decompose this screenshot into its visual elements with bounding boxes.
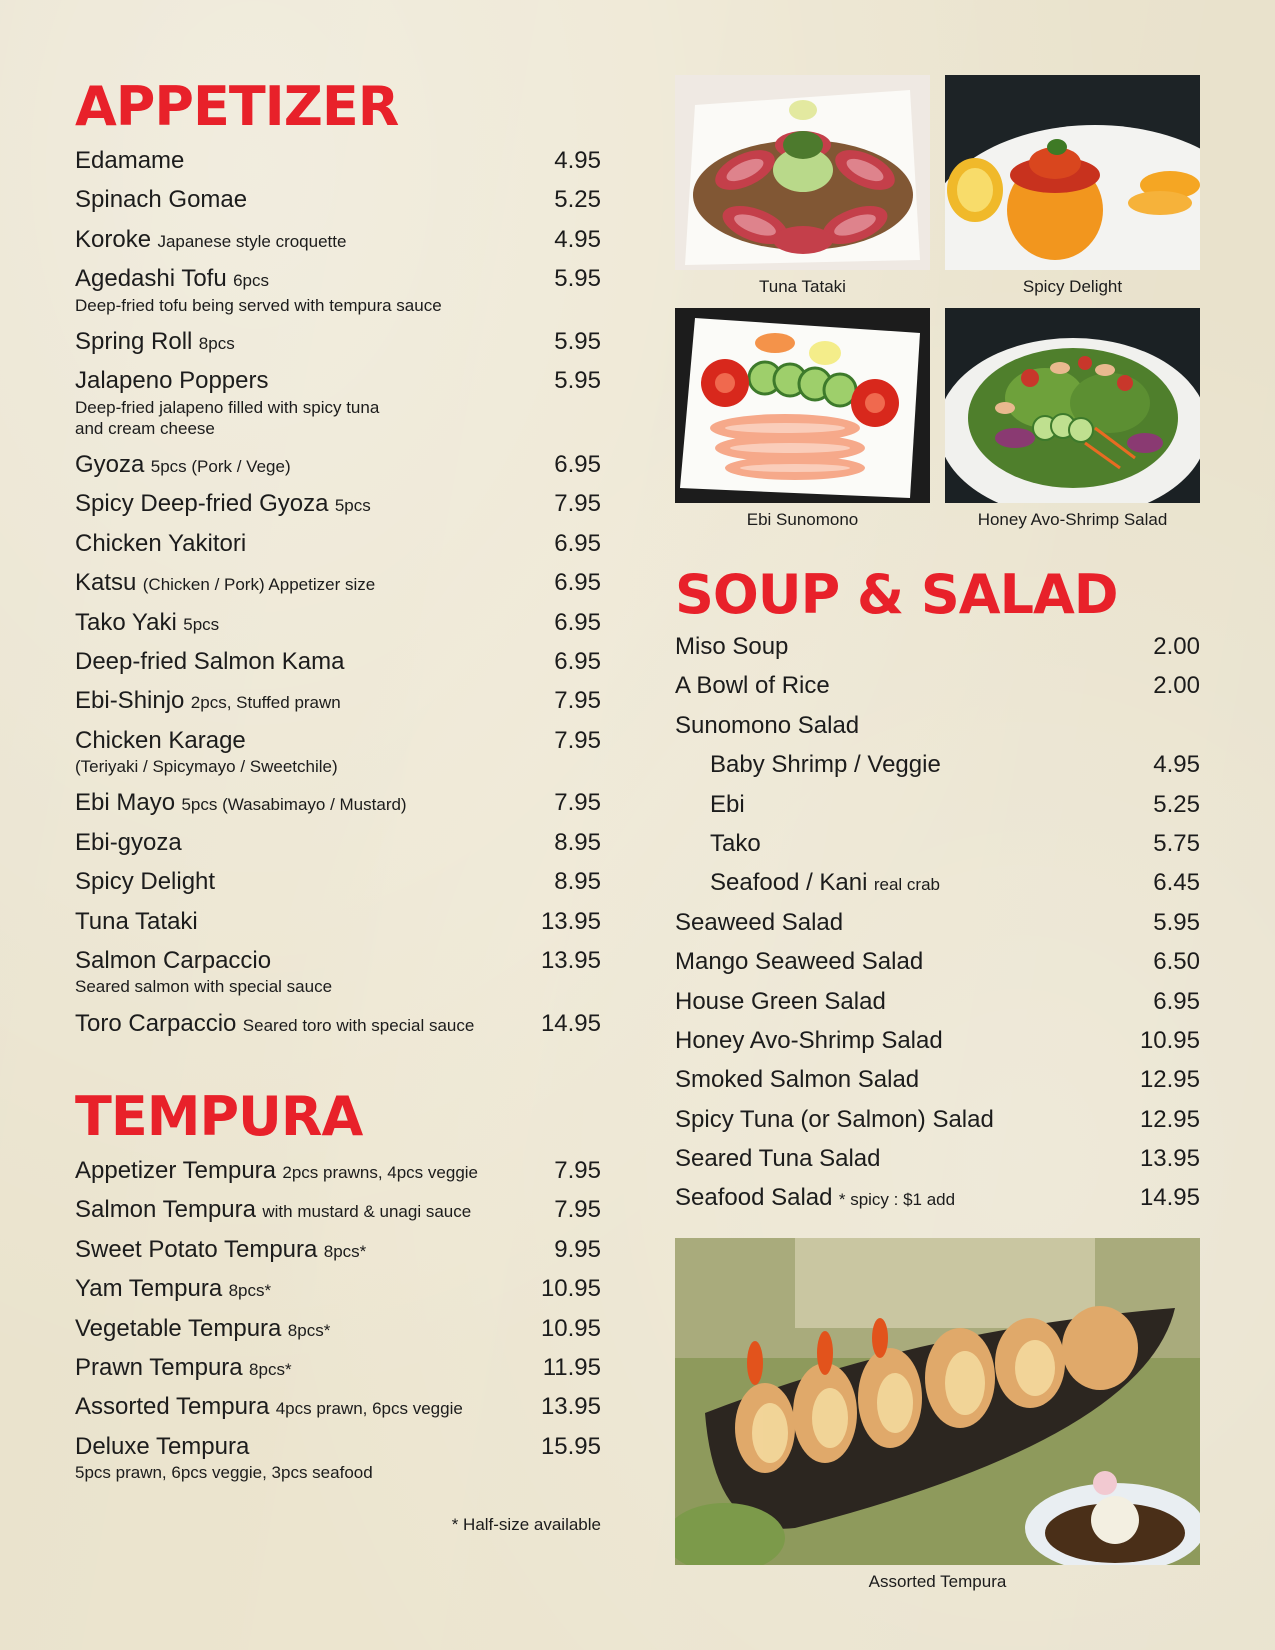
menu-item (75, 728, 601, 778)
menu-item-name: Agedashi Tofu (75, 265, 227, 293)
menu-item (75, 570, 601, 596)
menu-item-name: Vegetable Tempura (75, 1314, 282, 1342)
menu-item-name: Salmon Tempura (75, 1196, 256, 1224)
menu-item (675, 1146, 1200, 1172)
ebi-sunomono-image (675, 308, 930, 503)
assorted-tempura-image (675, 1238, 1200, 1565)
soup-salad-list (675, 634, 1200, 1225)
menu-item-note: 2pcs prawns, 4pcs veggie (282, 1163, 478, 1182)
menu-item-name: Katsu (75, 569, 137, 597)
menu-item-price: 9.95 (554, 1235, 601, 1263)
honey-avo-image (945, 308, 1200, 503)
menu-item-note: 6pcs (233, 271, 269, 291)
menu-item-main (75, 1276, 531, 1302)
tuna-tataki-photo (675, 75, 930, 270)
menu-item (675, 634, 1200, 660)
menu-item-price: 7.95 (554, 687, 601, 715)
menu-item-main (675, 1107, 1130, 1133)
menu-item (75, 1237, 601, 1263)
menu-item-main (75, 948, 531, 998)
menu-item-main (75, 329, 531, 355)
menu-item (75, 329, 601, 355)
menu-item-main (675, 1146, 1130, 1172)
menu-item-main (75, 452, 531, 478)
menu-item (675, 673, 1200, 699)
menu-item-name: Deep-fried Salmon Kama (75, 648, 345, 676)
menu-item-name: Jalapeno Poppers (75, 367, 269, 395)
menu-item (75, 688, 601, 714)
menu-item-description: Seared salmon with special sauce (75, 977, 333, 997)
menu-item-note: 5pcs (334, 496, 371, 516)
menu-item (75, 491, 601, 517)
menu-item-name: Spicy Delight (75, 868, 216, 896)
menu-item-price: 5.75 (1153, 829, 1200, 857)
menu-item-price: 13.95 (540, 1393, 601, 1421)
menu-item-name: Seafood / Kani (710, 869, 868, 897)
menu-item-main (675, 713, 1130, 739)
menu-item-name: Seafood Salad (675, 1184, 833, 1212)
honey-avo-caption: Honey Avo-Shrimp Salad (977, 510, 1168, 529)
menu-item-price: 13.95 (1139, 1145, 1200, 1173)
menu-item (75, 1011, 601, 1037)
menu-item-name: Appetizer Tempura (75, 1157, 276, 1184)
menu-item-name: Seaweed Salad (675, 908, 844, 936)
menu-item-note: Seared toro with special sauce (242, 1015, 475, 1035)
menu-item-note: real crab (873, 875, 940, 895)
menu-item (75, 909, 601, 935)
menu-item-main (710, 752, 1130, 778)
menu-item-note: 4pcs prawn, 6pcs veggie (275, 1399, 463, 1419)
menu-item-price: 14.95 (1139, 1184, 1200, 1212)
menu-item-price: 6.95 (554, 529, 601, 557)
menu-item-name: A Bowl of Rice (675, 672, 830, 700)
menu-item-name: Chicken Karage (75, 726, 246, 754)
menu-item-name: Sunomono Salad (675, 711, 860, 739)
menu-item-price: 12.95 (1139, 1066, 1200, 1094)
tuna-tataki-image (675, 75, 930, 270)
menu-item-note: 8pcs* (249, 1359, 292, 1379)
menu-item-price: 2.00 (1153, 633, 1200, 660)
menu-item-price: 4.95 (554, 225, 601, 253)
menu-item-main (75, 1237, 531, 1263)
menu-item (75, 1158, 601, 1184)
menu-item-price: 8.95 (554, 828, 601, 856)
menu-item-main (75, 909, 531, 935)
menu-item (675, 752, 1200, 778)
assorted-tempura-caption: Assorted Tempura (868, 1572, 1007, 1591)
menu-item-name: Assorted Tempura (75, 1393, 270, 1421)
menu-item-note: 8pcs* (287, 1320, 331, 1340)
menu-item-price: 13.95 (540, 947, 601, 975)
menu-item (75, 148, 601, 174)
menu-item-main (675, 910, 1130, 936)
menu-item-main (75, 869, 531, 895)
menu-item-price: 6.95 (1153, 987, 1200, 1015)
menu-item-main (75, 570, 531, 596)
tempura-title: TEMPURA (75, 1085, 363, 1148)
menu-item-name: Gyoza (75, 451, 145, 479)
menu-item-main (675, 949, 1130, 975)
menu-item-note: with mustard & unagi sauce (262, 1202, 472, 1222)
menu-item-main (75, 491, 531, 517)
menu-item (75, 368, 601, 439)
menu-item-note: * spicy : $1 add (838, 1190, 956, 1210)
menu-item-main (75, 1434, 531, 1484)
menu-item-note: 2pcs, Stuffed prawn (190, 693, 341, 713)
tempura-list (75, 1158, 601, 1496)
menu-item (75, 187, 601, 213)
menu-item-note: 5pcs (Wasabimayo / Mustard) (181, 795, 407, 815)
menu-item-price: 7.95 (554, 726, 601, 754)
menu-item (675, 831, 1200, 857)
menu-item-note: 8pcs* (228, 1281, 272, 1301)
menu-item-price: 5.95 (554, 265, 601, 293)
menu-item-main (75, 1197, 531, 1223)
menu-item-price: 7.95 (554, 490, 601, 518)
menu-item (75, 830, 601, 856)
menu-item (675, 792, 1200, 818)
menu-item-price: 6.95 (554, 451, 601, 479)
menu-item-price: 14.95 (540, 1009, 601, 1037)
menu-item (675, 1185, 1200, 1211)
menu-item-name: Salmon Carpaccio (75, 947, 272, 975)
menu-item-name: Mango Seaweed Salad (675, 948, 924, 976)
menu-item-name: Honey Avo-Shrimp Salad (675, 1026, 943, 1054)
menu-item (75, 452, 601, 478)
menu-item-description: 5pcs prawn, 6pcs veggie, 3pcs seafood (75, 1463, 373, 1483)
menu-item-main (75, 830, 531, 856)
menu-item-price: 5.25 (554, 186, 601, 214)
menu-item-main (75, 728, 531, 778)
menu-item (75, 227, 601, 253)
menu-item-name: Sweet Potato Tempura (75, 1235, 318, 1263)
menu-item-main (675, 634, 1130, 660)
menu-item (75, 1394, 601, 1420)
menu-item-main (710, 831, 1130, 857)
menu-item (75, 1434, 601, 1484)
menu-item-note: 8pcs (198, 333, 235, 353)
menu-item-price: 7.95 (554, 1157, 601, 1184)
menu-item-price: 6.95 (554, 608, 601, 636)
menu-item-main (675, 1185, 1130, 1211)
soup-salad-title: SOUP & SALAD (675, 563, 1118, 626)
menu-item-main (75, 790, 531, 816)
menu-item-name: Spinach Gomae (75, 186, 248, 214)
menu-item-price: 6.95 (554, 569, 601, 597)
spicy-delight-caption: Spicy Delight (1022, 277, 1123, 296)
menu-item-price: 10.95 (1139, 1026, 1200, 1054)
menu-item-name: Tako (710, 829, 761, 857)
menu-item (75, 1276, 601, 1302)
menu-item-main (75, 649, 531, 675)
menu-item (75, 1355, 601, 1381)
menu-item-price: 4.95 (1153, 751, 1200, 779)
menu-item-name: Chicken Yakitori (75, 529, 247, 557)
menu-item (75, 266, 601, 316)
menu-item-name: Prawn Tempura (75, 1353, 243, 1381)
menu-item-price: 15.95 (540, 1432, 601, 1460)
menu-item (75, 1197, 601, 1223)
menu-item-main (75, 368, 531, 439)
tuna-tataki-caption: Tuna Tataki (759, 277, 846, 296)
spicy-delight-photo (945, 75, 1200, 270)
ebi-sunomono-caption: Ebi Sunomono (746, 510, 859, 529)
menu-item-price: 4.95 (554, 147, 601, 174)
menu-item-price: 10.95 (540, 1314, 601, 1342)
menu-item-main (75, 1011, 531, 1037)
menu-item-main (710, 792, 1130, 818)
menu-item-note: Japanese style croquette (157, 231, 347, 251)
menu-item-name: Tuna Tataki (75, 907, 198, 935)
menu-item (675, 989, 1200, 1015)
half-size-footnote: * Half-size available (451, 1515, 601, 1534)
appetizer-list (75, 148, 601, 1050)
menu-item-main (75, 1158, 531, 1184)
menu-item-name: Yam Tempura (75, 1275, 223, 1303)
menu-item-main (75, 610, 531, 636)
menu-item-name: Smoked Salmon Salad (675, 1066, 920, 1094)
menu-item-main (75, 531, 531, 557)
menu-item-name: Miso Soup (675, 633, 789, 660)
menu-item (75, 531, 601, 557)
menu-item-price: 6.50 (1153, 948, 1200, 976)
menu-item-main (75, 1394, 531, 1420)
menu-item-main (75, 1355, 531, 1381)
menu-item (675, 1028, 1200, 1054)
menu-item-main (675, 673, 1130, 699)
menu-item-price: 2.00 (1153, 672, 1200, 700)
menu-item-note: 5pcs (183, 614, 220, 634)
menu-item-price: 12.95 (1139, 1105, 1200, 1133)
menu-item-main (75, 266, 531, 316)
menu-item (675, 713, 1200, 739)
menu-item (675, 1067, 1200, 1093)
menu-item-price: 13.95 (540, 907, 601, 935)
menu-item-main (675, 989, 1130, 1015)
menu-item (75, 1316, 601, 1342)
appetizer-title: APPETIZER (75, 75, 399, 138)
menu-item-name: Ebi-Shinjo (75, 687, 185, 715)
menu-item (675, 1107, 1200, 1133)
menu-item-price: 11.95 (542, 1353, 601, 1381)
menu-item-name: Spicy Deep-fried Gyoza (75, 490, 329, 518)
menu-item-name: Spicy Tuna (or Salmon) Salad (675, 1105, 994, 1133)
menu-item-name: Edamame (75, 147, 185, 174)
menu-item-main (675, 1067, 1130, 1093)
menu-item-price: 7.95 (554, 789, 601, 817)
menu-item-note: 8pcs* (323, 1241, 367, 1261)
spicy-delight-image (945, 75, 1200, 270)
menu-item-description: (Teriyaki / Spicymayo / Sweetchile) (75, 757, 338, 777)
menu-item-main (75, 187, 531, 213)
menu-item (675, 949, 1200, 975)
menu-item-name: Baby Shrimp / Veggie (710, 751, 941, 779)
menu-item-main (75, 227, 531, 253)
menu-item-description: Deep-fried jalapeno filled with spicy tuna and cream cheese (75, 397, 380, 438)
menu-item-price: 5.95 (554, 327, 601, 355)
menu-item-main (75, 688, 531, 714)
menu-item-name: House Green Salad (675, 987, 886, 1015)
right-column (675, 0, 1200, 1650)
menu-item (75, 610, 601, 636)
menu-item-price: 5.95 (554, 367, 601, 395)
menu-item (75, 948, 601, 998)
menu-item (75, 649, 601, 675)
menu-item-main (75, 1316, 531, 1342)
menu-item-price: 6.95 (554, 648, 601, 676)
menu-item-name: Seared Tuna Salad (675, 1145, 881, 1173)
menu-item-main (675, 1028, 1130, 1054)
menu-item-price: 5.25 (1153, 790, 1200, 818)
menu-item-main (710, 870, 1130, 896)
honey-avo-photo (945, 308, 1200, 503)
menu-item (75, 869, 601, 895)
assorted-tempura-photo (675, 1238, 1200, 1565)
menu-item-price: 7.95 (554, 1196, 601, 1224)
menu-item-name: Deluxe Tempura (75, 1432, 250, 1460)
menu-item-name: Spring Roll (75, 327, 193, 355)
menu-item-price: 10.95 (540, 1275, 601, 1303)
menu-item-name: Tako Yaki (75, 608, 177, 636)
menu-item-main (75, 148, 531, 174)
menu-item-note: 5pcs (Pork / Vege) (150, 457, 291, 477)
menu-item-description: Deep-fried tofu being served with tempura sauce (75, 295, 442, 315)
menu-item (75, 790, 601, 816)
menu-item-name: Ebi Mayo (75, 789, 176, 817)
ebi-sunomono-photo (675, 308, 930, 503)
menu-item-name: Ebi (710, 790, 745, 818)
menu-item-name: Toro Carpaccio (75, 1009, 237, 1037)
menu-item (675, 870, 1200, 896)
menu-item-price: 5.95 (1153, 908, 1200, 936)
menu-item-price: 8.95 (554, 868, 601, 896)
menu-item-note: (Chicken / Pork) Appetizer size (142, 575, 376, 595)
menu-item-name: Ebi-gyoza (75, 828, 182, 856)
menu-item-price: 6.45 (1153, 869, 1200, 897)
menu-item-name: Koroke (75, 225, 152, 253)
menu-item (675, 910, 1200, 936)
